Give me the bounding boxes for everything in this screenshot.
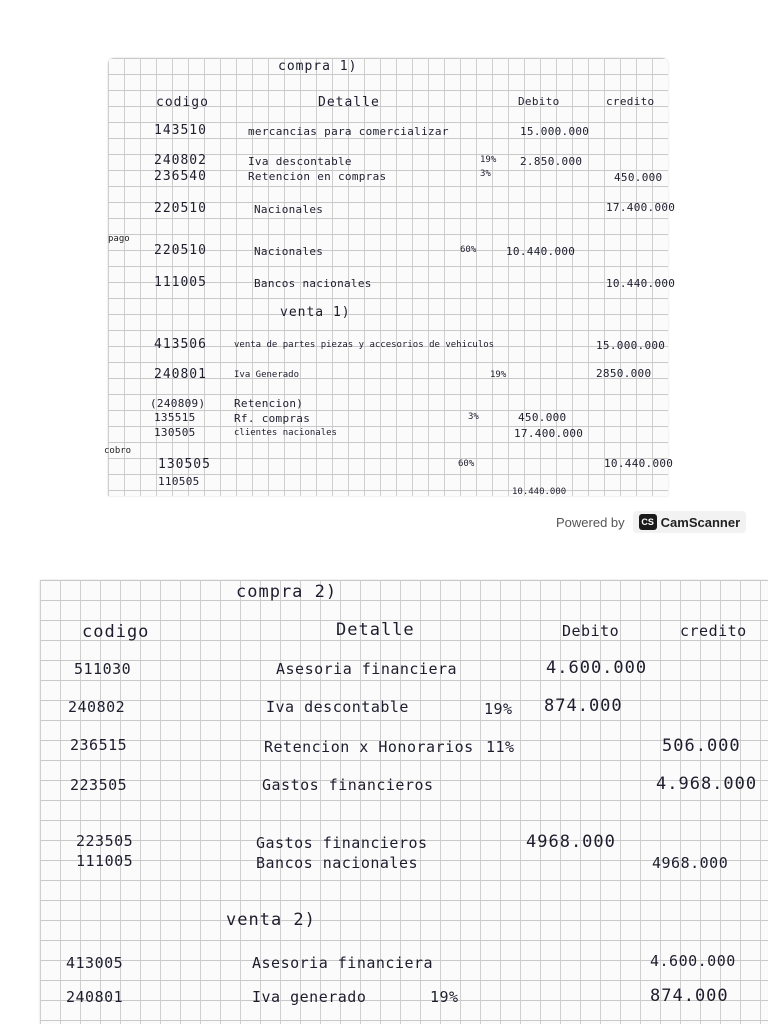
row-pct: 3% <box>468 412 479 422</box>
row-codigo: 236540 <box>154 169 207 184</box>
row-codigo: 220510 <box>154 201 207 216</box>
row-credito: 10.440.000 <box>606 277 676 290</box>
row-detalle: Iva descontable <box>248 155 352 168</box>
header-codigo: codigo <box>156 95 209 110</box>
row-credito: 4.968.000 <box>656 774 758 794</box>
row-detalle: Rf. compras <box>234 412 311 425</box>
row-debito: 15.000.000 <box>520 125 590 138</box>
margin-note-cobro: cobro <box>104 446 132 456</box>
row-credito: 17.400.000 <box>606 201 676 214</box>
row-credito: 874.000 <box>650 986 729 1006</box>
row-codigo: 220510 <box>154 243 207 258</box>
title-compra-2: compra 2) <box>236 582 338 602</box>
row-codigo: 413005 <box>66 954 124 972</box>
row-credito: 15.000.000 <box>596 339 666 352</box>
row-codigo: 240801 <box>154 367 207 382</box>
row-detalle: clientes nacionales <box>234 428 337 438</box>
row-detalle: Gastos financieros <box>256 834 428 852</box>
row-pct: 19% <box>430 988 459 1006</box>
header-debito: Debito <box>562 622 620 640</box>
row-credito: 4.600.000 <box>650 952 736 970</box>
row-codigo: 111005 <box>154 275 207 290</box>
row-debito: 17.400.000 <box>514 427 584 440</box>
row-detalle: mercancias para comercializar <box>248 125 449 138</box>
row-codigo: 223505 <box>76 832 134 850</box>
row-debito: 4968.000 <box>526 832 616 852</box>
row-credito: 450.000 <box>614 171 663 184</box>
row-pct: 19% <box>490 370 507 380</box>
row-codigo: 511030 <box>74 660 132 678</box>
margin-note-pago: pago <box>108 234 130 244</box>
row-detalle: Retencion) <box>234 397 304 410</box>
row-codigo: 143510 <box>154 123 207 138</box>
row-codigo: 110505 <box>158 475 200 488</box>
row-codigo: 111005 <box>76 852 134 870</box>
notebook-page-1 <box>108 58 676 497</box>
row-codigo: 223505 <box>70 776 128 794</box>
powered-by-text: Powered by <box>556 514 625 530</box>
header-codigo: codigo <box>82 622 150 642</box>
row-detalle: Asesoria financiera <box>276 660 458 678</box>
row-codigo: 236515 <box>70 736 128 754</box>
header-detalle: Detalle <box>318 95 380 110</box>
row-detalle: Asesoria financiera <box>252 954 434 972</box>
row-detalle: Retencion en compras <box>248 170 387 183</box>
notebook-page-2 <box>40 580 768 1024</box>
row-detalle: Nacionales <box>254 245 324 258</box>
row-credito: 2850.000 <box>596 367 652 380</box>
row-pct: 19% <box>484 700 513 718</box>
header-credito: credito <box>606 95 655 108</box>
title-venta-2: venta 2) <box>226 910 316 930</box>
row-debito: 450.000 <box>518 411 567 424</box>
title-venta-1: venta 1) <box>280 305 351 320</box>
row-detalle: Iva generado <box>252 988 367 1006</box>
row-codigo: 240802 <box>68 698 126 716</box>
row-detalle: Nacionales <box>254 203 324 216</box>
row-detalle: Gastos financieros <box>262 776 434 794</box>
header-detalle: Detalle <box>336 620 415 640</box>
row-pct: 11% <box>486 738 515 756</box>
row-detalle: Bancos nacionales <box>256 854 419 872</box>
header-credito: credito <box>680 622 747 640</box>
row-pct: 60% <box>460 245 477 255</box>
row-codigo: 240801 <box>66 988 124 1006</box>
row-debito: 2.850.000 <box>520 155 583 168</box>
row-detalle: Retencion x Honorarios <box>264 738 474 756</box>
row-pct: 60% <box>458 459 475 469</box>
title-compra-1: compra 1) <box>278 59 358 74</box>
row-codigo: (240809) <box>150 397 206 410</box>
row-debito: 10.440.000 <box>506 245 576 258</box>
row-credito: 506.000 <box>662 736 741 756</box>
row-debito: 4.600.000 <box>546 658 648 678</box>
row-codigo: 130505 <box>154 426 196 439</box>
row-pct: 3% <box>480 169 491 179</box>
camscanner-icon: CS <box>639 514 657 530</box>
row-codigo: 413506 <box>154 337 207 352</box>
row-detalle: Bancos nacionales <box>254 277 372 290</box>
row-codigo: 130505 <box>158 457 211 472</box>
row-detalle: venta de partes piezas y accesorios de vehiculos <box>234 340 495 350</box>
camscanner-watermark <box>556 508 756 536</box>
row-debito: 10.440.000 <box>512 487 567 497</box>
row-codigo: 135515 <box>154 411 196 424</box>
row-debito: 874.000 <box>544 696 623 716</box>
row-codigo: 240802 <box>154 153 207 168</box>
row-detalle: Iva descontable <box>266 698 409 716</box>
header-debito: Debito <box>518 95 560 108</box>
row-credito: 10.440.000 <box>604 457 674 470</box>
row-detalle: Iva Generado <box>234 370 300 380</box>
camscanner-brand: CamScanner <box>660 514 741 530</box>
camscanner-logo <box>633 511 746 533</box>
row-pct: 19% <box>480 155 497 165</box>
row-credito: 4968.000 <box>652 854 729 872</box>
